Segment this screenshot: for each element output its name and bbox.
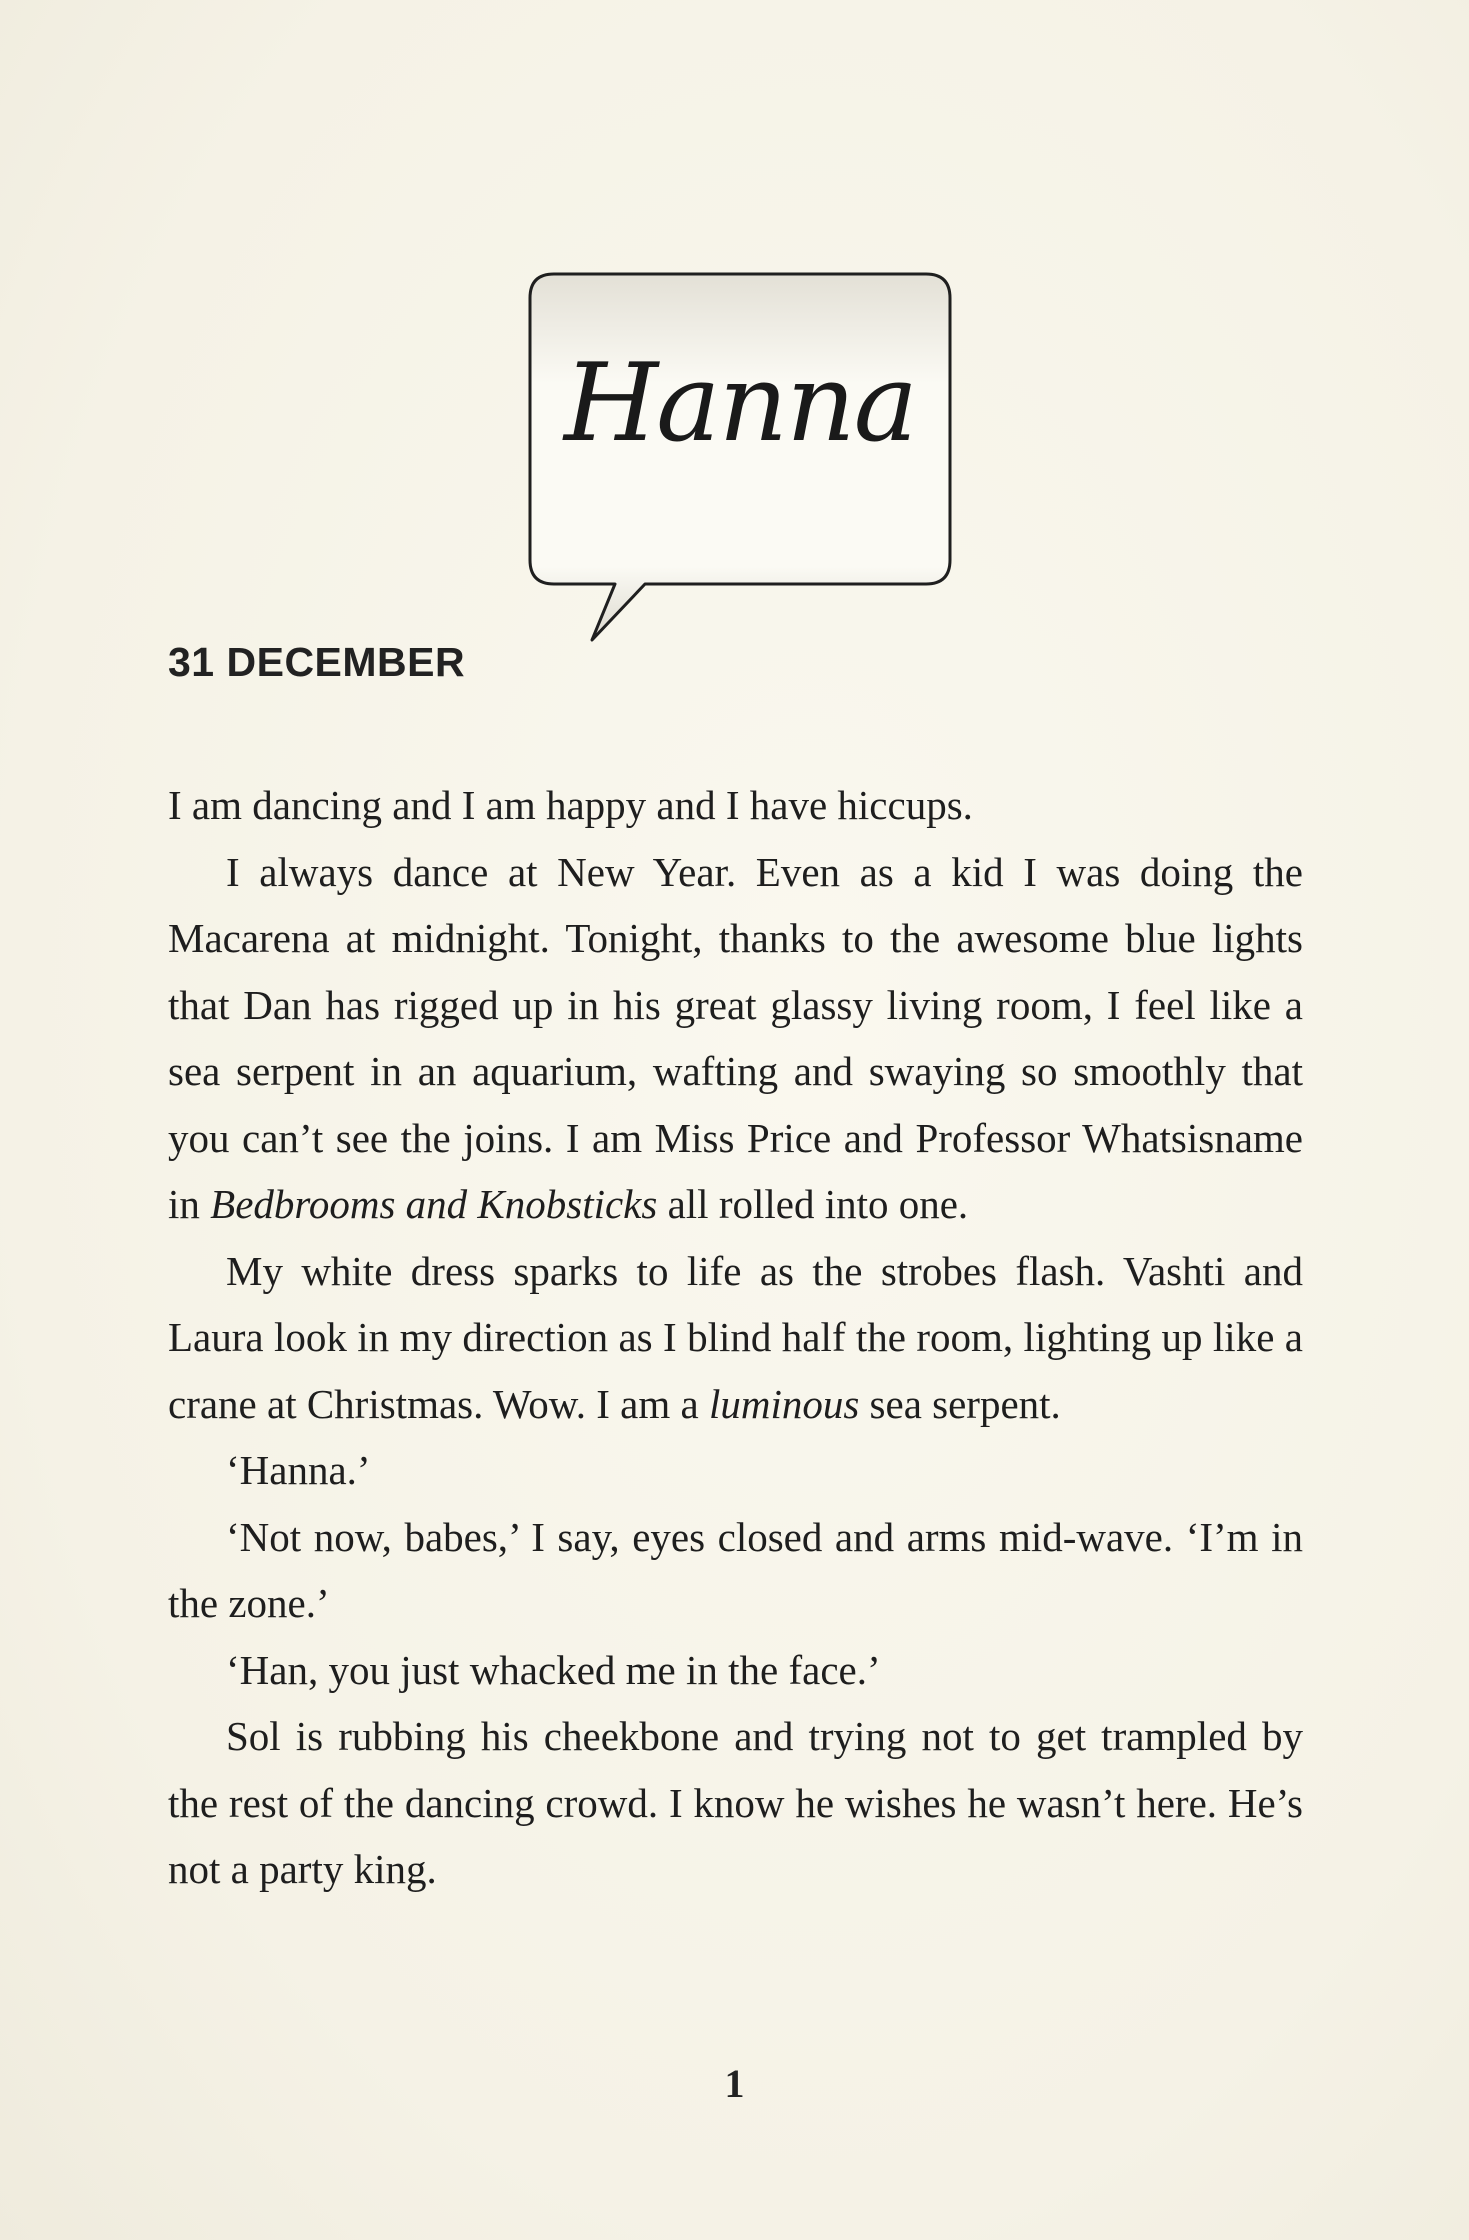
paragraph-text: sea serpent. [859,1380,1061,1427]
paragraph [168,1238,1303,1438]
italic-title-text: luminous [708,1380,860,1427]
chapter-date: 31 DECEMBER [168,639,466,685]
chapter-body [168,772,1303,1903]
paragraph-text: ‘Han, you just whacked me in the face.’ [226,1646,881,1693]
paragraph-text: I am dancing and I am happy and I have hiccups. [168,782,973,828]
paragraph-text: all rolled into one. [657,1181,969,1227]
paragraph-text: I always dance at New Year. Even as a kid I was doing the Macarena at midnight. Tonight, thanks to the awesome blue lights that Dan has rigged up in his great glassy living room, I feel like a sea serpent in an aquarium, wafting and swaying so smoothly that you can’t see the joins. I am Miss Price and Professor Whatsisname in [168,848,1303,1227]
paragraph [168,1504,1303,1637]
paragraph-text: ‘Not now, babes,’ I say, eyes closed and arms mid-wave. ‘I’m in the zone.’ [168,1513,1303,1626]
paragraph [168,772,1303,839]
paragraph [168,839,1303,1238]
paragraph [168,1703,1303,1903]
paragraph [168,1437,1303,1504]
paragraph-text: Sol is rubbing his cheekbone and trying not to get trampled by the rest of the dancing crowd. I know he wishes he wasn’t here. He’s not a party king. [168,1713,1303,1892]
paragraph [168,1637,1303,1704]
page-number: 1 [724,2061,745,2106]
speech-bubble [520,270,960,650]
italic-title-text: Bedbrooms and Knobsticks [210,1181,658,1227]
chapter-name: Hanna [563,341,917,466]
paragraph-text: ‘Hanna.’ [226,1447,371,1493]
paragraph-text: My white dress sparks to life as the strobes flash. Vashti and Laura look in my direction as I blind half the room, lighting up like a crane at Christmas. Wow. I am a [168,1247,1303,1427]
